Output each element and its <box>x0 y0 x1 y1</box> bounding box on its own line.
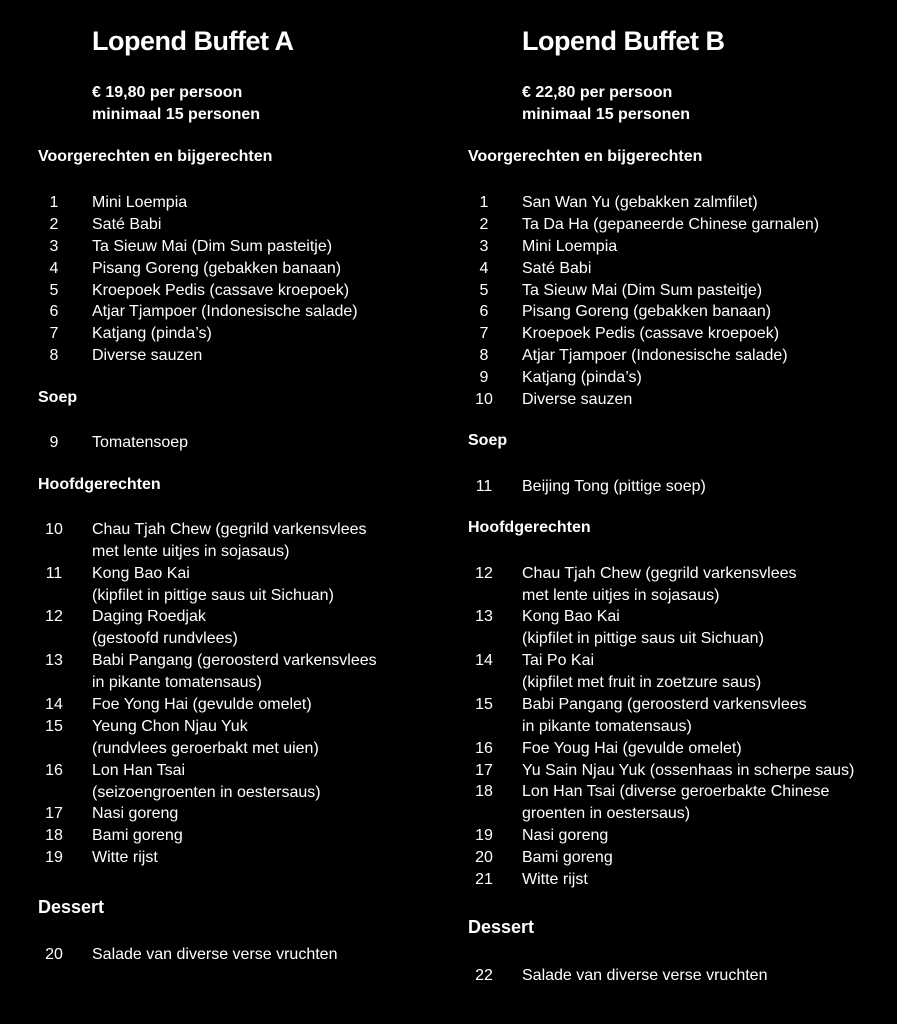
menu-item-name <box>522 760 854 782</box>
menu-item-number: 5 <box>479 282 489 299</box>
menu-item-name <box>522 476 706 498</box>
menu-item-number: 10 <box>475 391 493 408</box>
menu-item-line: Pisang Goreng (gebakken banaan) <box>522 303 772 320</box>
menu-item-line: Foe Youg Hai (gevulde omelet) <box>522 740 742 757</box>
menu-item-name <box>522 781 829 825</box>
menu-item-number: 8 <box>49 347 59 364</box>
menu-item-number: 7 <box>49 325 59 342</box>
menu-item-line: Witte rijst <box>92 849 158 866</box>
menu-item-name <box>522 847 613 869</box>
menu-item-line: Bami goreng <box>92 827 183 844</box>
menu-item-number: 6 <box>49 303 59 320</box>
menu-item-line: Yeung Chon Njau Yuk <box>92 718 248 735</box>
menu-item-line: Nasi goreng <box>92 805 179 822</box>
menu-item-number: 11 <box>45 565 63 582</box>
menu-item-line: (rundvlees geroerbakt met uien) <box>92 740 319 757</box>
menu-item-line: San Wan Yu (gebakken zalmfilet) <box>522 194 758 211</box>
menu-item-number: 20 <box>45 946 63 963</box>
menu-item-line: (kipfilet met fruit in zoetzure saus) <box>522 674 762 691</box>
buffet-a-price: € 19,80 per persoon <box>92 84 243 101</box>
menu-item-line: Beijing Tong (pittige soep) <box>522 478 706 495</box>
section-heading: Voorgerechten en bijgerechten <box>468 148 703 165</box>
menu-item-number: 12 <box>475 565 493 582</box>
menu-item-line: Katjang (pinda’s) <box>92 325 212 342</box>
menu-item-number: 9 <box>49 434 59 451</box>
menu-item-line: Kroepoek Pedis (cassave kroepoek) <box>522 325 780 342</box>
menu-item-line: Lon Han Tsai <box>92 762 186 779</box>
buffet-a-minimum: minimaal 15 personen <box>92 106 261 123</box>
menu-item-line: Witte rijst <box>522 871 588 888</box>
menu-item-line: Babi Pangang (geroosterd varkensvlees <box>522 696 807 713</box>
menu-item-name <box>522 367 642 389</box>
menu-item-name <box>522 650 761 694</box>
menu-item-number: 20 <box>475 849 493 866</box>
menu-item-name <box>92 563 334 607</box>
menu-item-line: Salade van diverse verse vruchten <box>522 967 768 984</box>
menu-item-name <box>92 192 187 214</box>
menu-item-number: 10 <box>45 521 63 538</box>
menu-item-name <box>92 323 212 345</box>
menu-item-line: Chau Tjah Chew (gegrild varkensvlees <box>522 565 797 582</box>
menu-item-number: 2 <box>49 216 59 233</box>
menu-item-line: Atjar Tjampoer (Indonesische salade) <box>522 347 788 364</box>
menu-item-name <box>522 236 617 258</box>
menu-item-line: Daging Roedjak <box>92 608 206 625</box>
menu-item-name <box>92 803 178 825</box>
menu-item-line: Ta Da Ha (gepaneerde Chinese garnalen) <box>522 216 820 233</box>
menu-item-number: 16 <box>475 740 493 757</box>
menu-item-number: 6 <box>479 303 489 320</box>
menu-item-line: Ta Sieuw Mai (Dim Sum pasteitje) <box>92 238 333 255</box>
menu-item-name <box>522 258 591 280</box>
menu-item-number: 19 <box>45 849 63 866</box>
menu-item-name <box>522 825 608 847</box>
menu-item-name <box>522 389 632 411</box>
menu-item-line: Chau Tjah Chew (gegrild varkensvlees <box>92 521 367 538</box>
menu-item-line: (kipfilet in pittige saus uit Sichuan) <box>92 587 334 604</box>
menu-item-line: Saté Babi <box>92 216 162 233</box>
menu-item-name <box>92 519 367 563</box>
menu-item-line: Diverse sauzen <box>522 391 633 408</box>
menu-item-line: Saté Babi <box>522 260 592 277</box>
menu-item-line: Kong Bao Kai <box>92 565 190 582</box>
menu-item-name <box>522 869 588 891</box>
menu-item-name <box>92 847 158 869</box>
menu-item-number: 18 <box>475 783 493 800</box>
menu-item-name <box>522 192 758 214</box>
menu-item-number: 14 <box>45 696 63 713</box>
menu-item-line: Pisang Goreng (gebakken banaan) <box>92 260 342 277</box>
section-heading: Hoofdgerechten <box>38 476 161 493</box>
menu-item-line: Babi Pangang (geroosterd varkensvlees <box>92 652 377 669</box>
menu-item-number: 9 <box>479 369 489 386</box>
menu-item-name <box>522 280 762 302</box>
menu-item-line: Ta Sieuw Mai (Dim Sum pasteitje) <box>522 282 763 299</box>
menu-item-name <box>92 432 188 454</box>
menu-item-line: Bami goreng <box>522 849 613 866</box>
menu-item-name <box>92 236 332 258</box>
menu-item-number: 15 <box>475 696 493 713</box>
menu-item-line: Katjang (pinda’s) <box>522 369 642 386</box>
menu-item-number: 7 <box>479 325 489 342</box>
menu-item-line: (seizoengroenten in oestersaus) <box>92 784 321 801</box>
menu-item-line: Nasi goreng <box>522 827 609 844</box>
menu-item-name <box>522 694 807 738</box>
menu-item-number: 12 <box>45 608 63 625</box>
buffet-b-minimum: minimaal 15 personen <box>522 106 691 123</box>
menu-item-number: 16 <box>45 762 63 779</box>
menu-item-line: in pikante tomatensaus) <box>92 674 262 691</box>
menu-item-number: 15 <box>45 718 63 735</box>
buffet-b-title: Lopend Buffet B <box>522 26 725 56</box>
section-heading: Dessert <box>468 917 535 937</box>
menu-item-line: (kipfilet in pittige saus uit Sichuan) <box>522 630 764 647</box>
menu-item-line: groenten in oestersaus) <box>522 805 691 822</box>
menu-item-number: 17 <box>475 762 493 779</box>
menu-item-name <box>522 301 771 323</box>
menu-item-number: 3 <box>479 238 489 255</box>
buffet-a-title: Lopend Buffet A <box>92 26 294 56</box>
menu-item-line: Lon Han Tsai (diverse geroerbakte Chinese <box>522 783 830 800</box>
section-heading: Soep <box>468 432 508 449</box>
menu-item-line: Tai Po Kai <box>522 652 595 669</box>
menu-item-name <box>92 258 341 280</box>
menu-item-number: 14 <box>475 652 493 669</box>
menu-item-number: 17 <box>45 805 63 822</box>
buffet-b-price: € 22,80 per persoon <box>522 84 673 101</box>
menu-item-number: 1 <box>479 194 489 211</box>
menu-item-name <box>522 738 742 760</box>
menu-item-line: met lente uitjes in sojasaus) <box>522 587 720 604</box>
menu-item-line: Foe Yong Hai (gevulde omelet) <box>92 696 312 713</box>
menu-item-line: in pikante tomatensaus) <box>522 718 692 735</box>
menu-item-name <box>92 694 312 716</box>
menu-item-line: Mini Loempia <box>522 238 618 255</box>
menu-item-number: 13 <box>45 652 63 669</box>
menu-item-name <box>92 606 238 650</box>
menu-item-name <box>522 965 767 987</box>
menu-item-number: 21 <box>475 871 493 888</box>
menu-item-name <box>522 606 764 650</box>
menu-item-name <box>92 716 319 760</box>
menu-item-line: Diverse sauzen <box>92 347 203 364</box>
menu-item-line: Salade van diverse verse vruchten <box>92 946 338 963</box>
menu-item-number: 4 <box>49 260 59 277</box>
section-heading: Hoofdgerechten <box>468 519 591 536</box>
menu-item-line: (gestoofd rundvlees) <box>92 630 238 647</box>
menu-item-line: Mini Loempia <box>92 194 188 211</box>
menu-item-name <box>522 323 779 345</box>
menu-item-line: Atjar Tjampoer (Indonesische salade) <box>92 303 358 320</box>
menu-item-name <box>92 214 161 236</box>
menu-item-number: 2 <box>479 216 489 233</box>
menu-item-number: 19 <box>475 827 493 844</box>
menu-item-name <box>522 214 819 236</box>
menu-item-number: 1 <box>49 194 59 211</box>
section-heading: Dessert <box>38 897 105 917</box>
menu-item-number: 8 <box>479 347 489 364</box>
menu-item-number: 22 <box>475 967 493 984</box>
menu-item-name <box>92 944 337 966</box>
menu-item-name <box>92 650 377 694</box>
menu-item-name <box>92 760 321 804</box>
menu-item-name <box>522 345 788 367</box>
menu-item-name <box>92 301 358 323</box>
menu-item-name <box>92 825 183 847</box>
menu-item-number: 18 <box>45 827 63 844</box>
menu-item-number: 3 <box>49 238 59 255</box>
menu-item-line: Kroepoek Pedis (cassave kroepoek) <box>92 282 350 299</box>
menu-item-line: met lente uitjes in sojasaus) <box>92 543 290 560</box>
menu-item-name <box>522 563 797 607</box>
section-heading: Voorgerechten en bijgerechten <box>38 148 273 165</box>
menu-item-line: Kong Bao Kai <box>522 608 620 625</box>
menu-item-number: 13 <box>475 608 493 625</box>
menu-item-number: 5 <box>49 282 59 299</box>
menu-item-name <box>92 280 349 302</box>
menu-item-name <box>92 345 202 367</box>
section-heading: Soep <box>38 389 78 406</box>
menu-item-line: Tomatensoep <box>92 434 189 451</box>
menu-item-number: 4 <box>479 260 489 277</box>
menu-item-number: 11 <box>475 478 493 495</box>
menu-item-line: Yu Sain Njau Yuk (ossenhaas in scherpe saus) <box>522 762 855 779</box>
